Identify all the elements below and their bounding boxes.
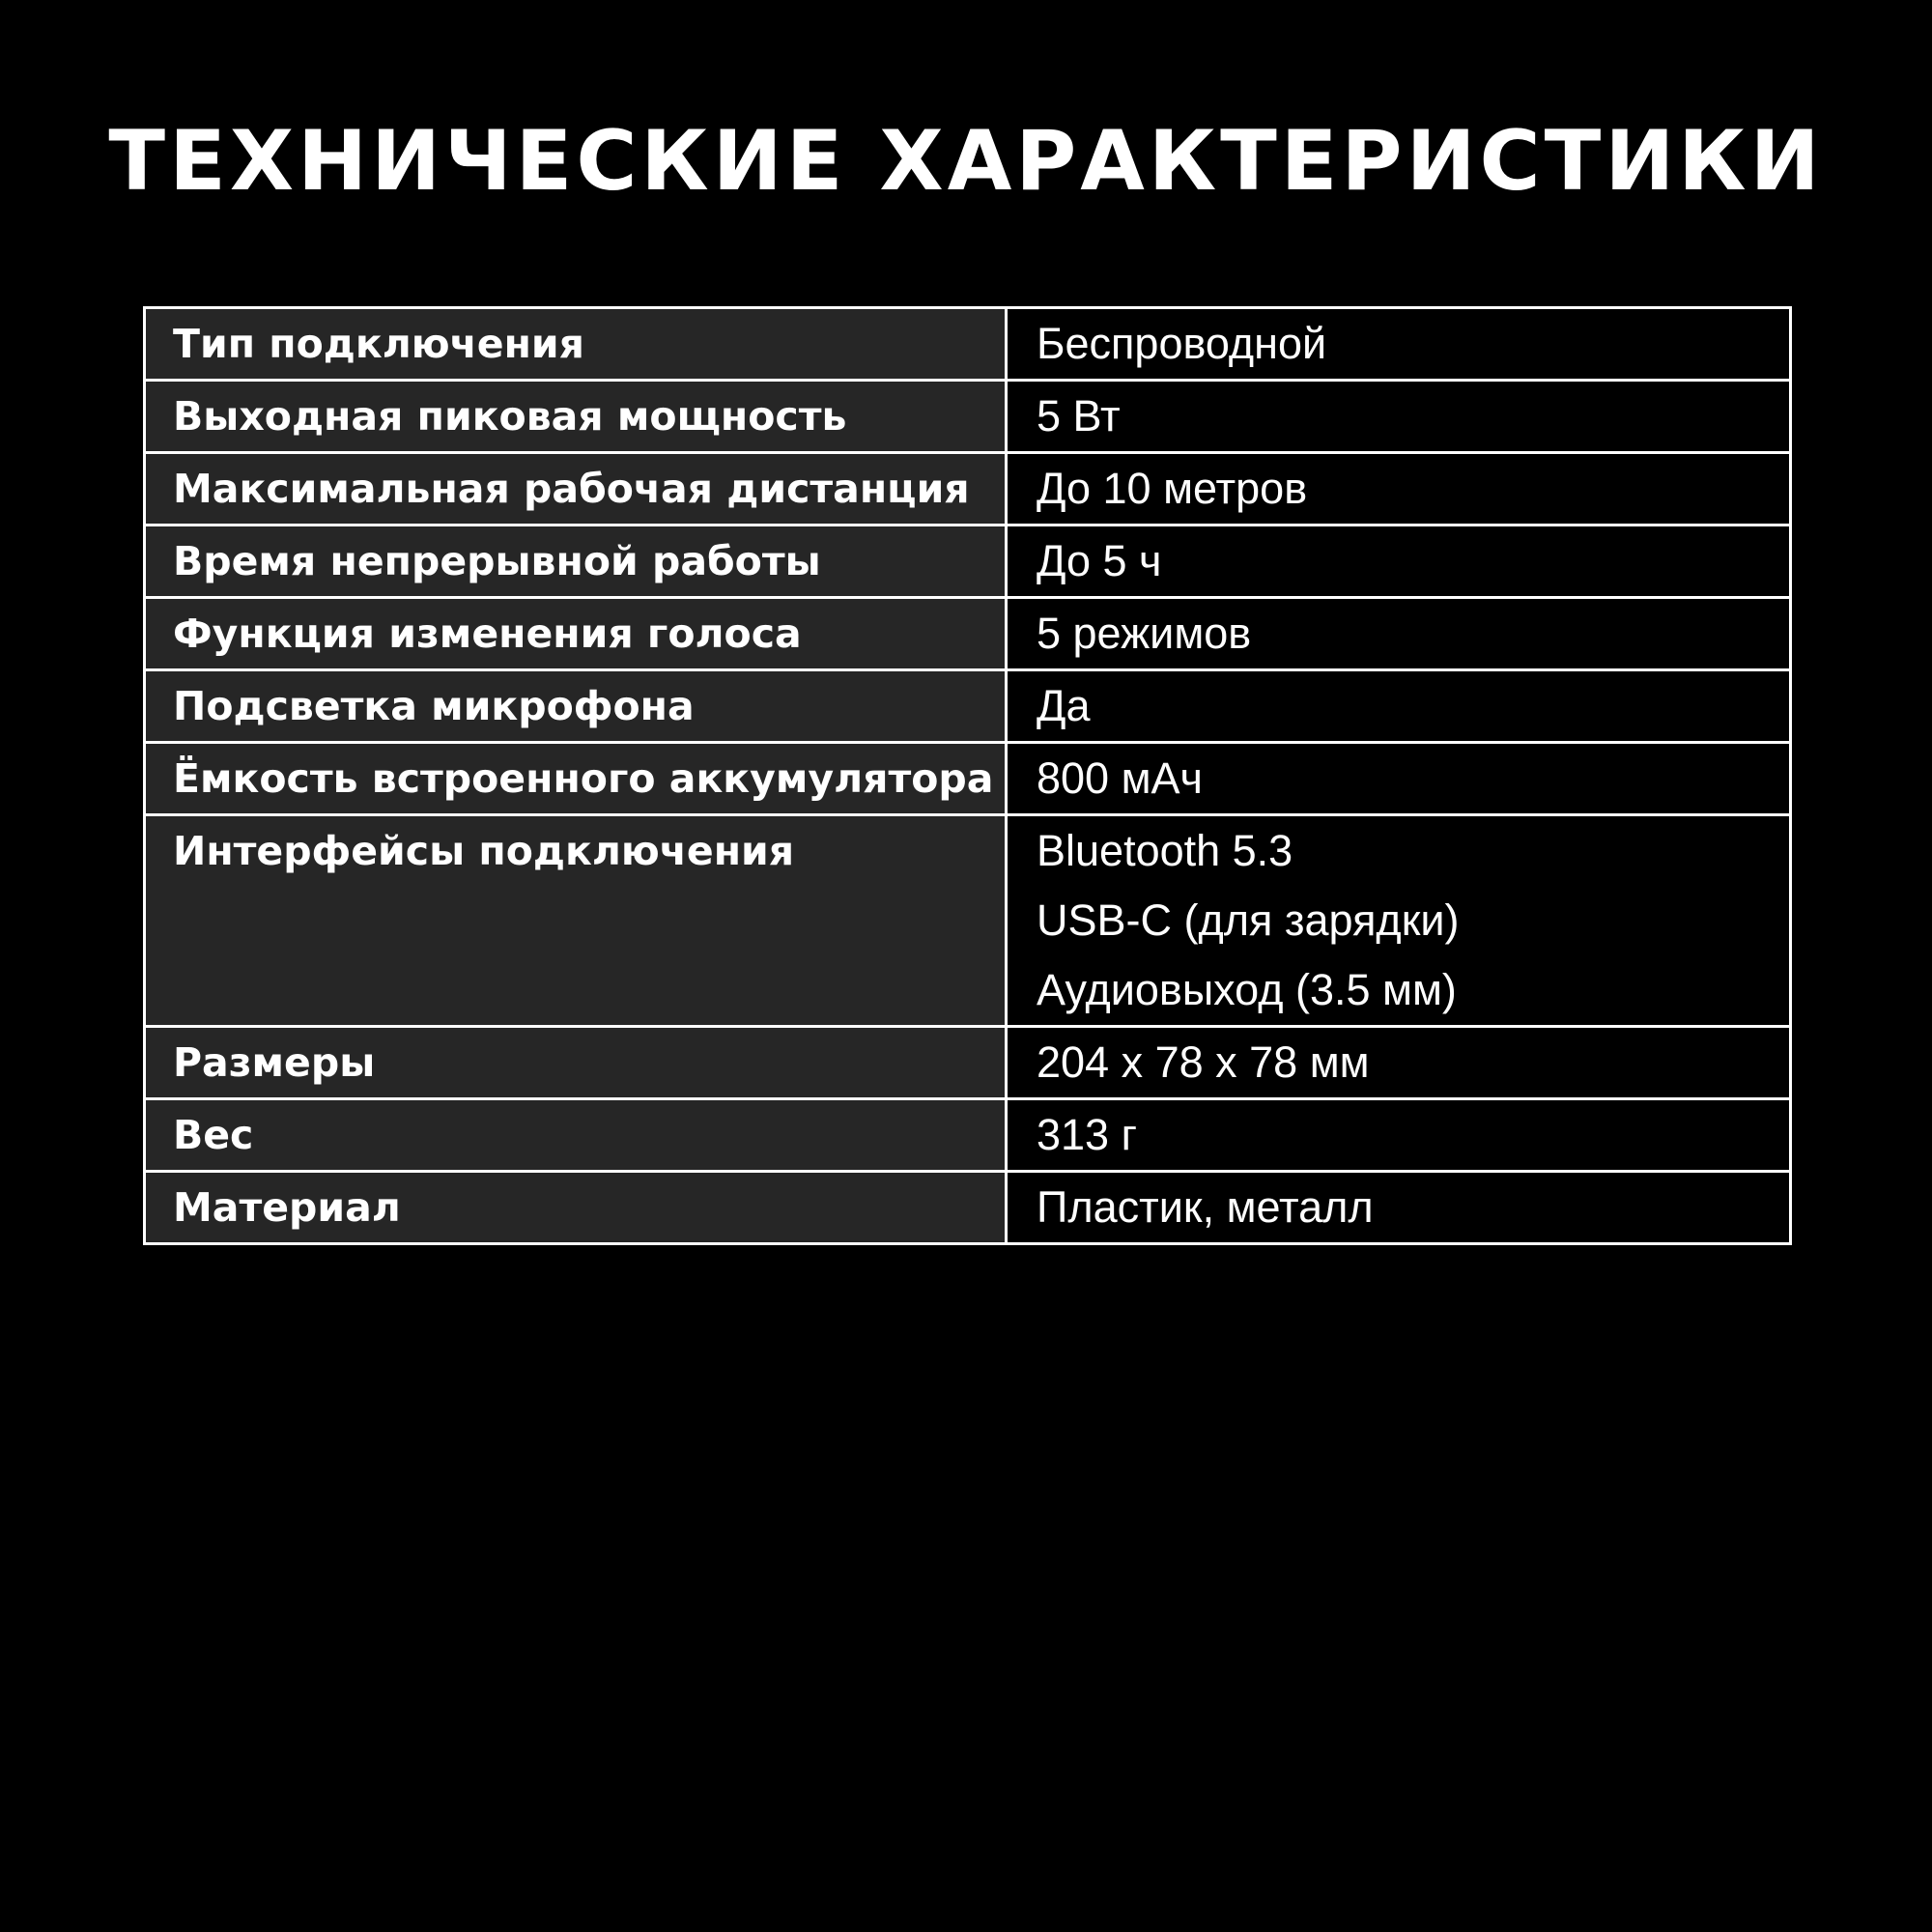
spec-value [1007,381,1791,453]
spec-label: Выходная пиковая мощность [145,381,1007,453]
spec-value-line: 5 Вт [1037,391,1121,440]
spec-row [145,598,1791,670]
spec-value [1007,670,1791,743]
spec-value [1007,526,1791,598]
spec-value [1007,598,1791,670]
spec-row [145,743,1791,815]
spec-value-line: Пластик, металл [1037,1182,1374,1232]
spec-row [145,670,1791,743]
page-title: ТЕХНИЧЕСКИЕ ХАРАКТЕРИСТИКИ [108,113,1824,210]
spec-label: Подсветка микрофона [145,670,1007,743]
spec-value [1007,1027,1791,1099]
spec-label: Вес [145,1099,1007,1172]
spec-row [145,308,1791,381]
spec-value-line: 313 г [1037,1110,1137,1159]
spec-row [145,526,1791,598]
spec-label: Максимальная рабочая дистанция [145,453,1007,526]
spec-label: Время непрерывной работы [145,526,1007,598]
spec-row [145,1027,1791,1099]
spec-value [1007,1099,1791,1172]
spec-value [1007,453,1791,526]
spec-value-line: Беспроводной [1037,319,1327,368]
spec-label: Тип подключения [145,308,1007,381]
spec-value-line: 800 мАч [1037,753,1203,803]
spec-value-line: Да [1037,681,1091,730]
spec-value [1007,743,1791,815]
spec-row [145,381,1791,453]
spec-row [145,1172,1791,1244]
spec-value-line: До 10 метров [1037,464,1308,513]
spec-table [143,306,1792,1245]
spec-value-line: До 5 ч [1037,536,1162,585]
spec-value-line: Аудиовыход (3.5 мм) [1037,965,1457,1014]
spec-value-line: Bluetooth 5.3 [1037,826,1293,875]
spec-value-line: USB-C (для зарядки) [1037,895,1460,945]
spec-value [1007,815,1791,1027]
spec-row [145,453,1791,526]
spec-label: Ёмкость встроенного аккумулятора [145,743,1007,815]
spec-value [1007,308,1791,381]
spec-label: Функция изменения голоса [145,598,1007,670]
spec-label: Интерфейсы подключения [145,815,1007,1027]
spec-label: Размеры [145,1027,1007,1099]
spec-row [145,815,1791,1027]
spec-value-line: 204 x 78 x 78 мм [1037,1037,1370,1087]
spec-value-line: 5 режимов [1037,609,1252,658]
spec-label: Материал [145,1172,1007,1244]
spec-value [1007,1172,1791,1244]
spec-row [145,1099,1791,1172]
